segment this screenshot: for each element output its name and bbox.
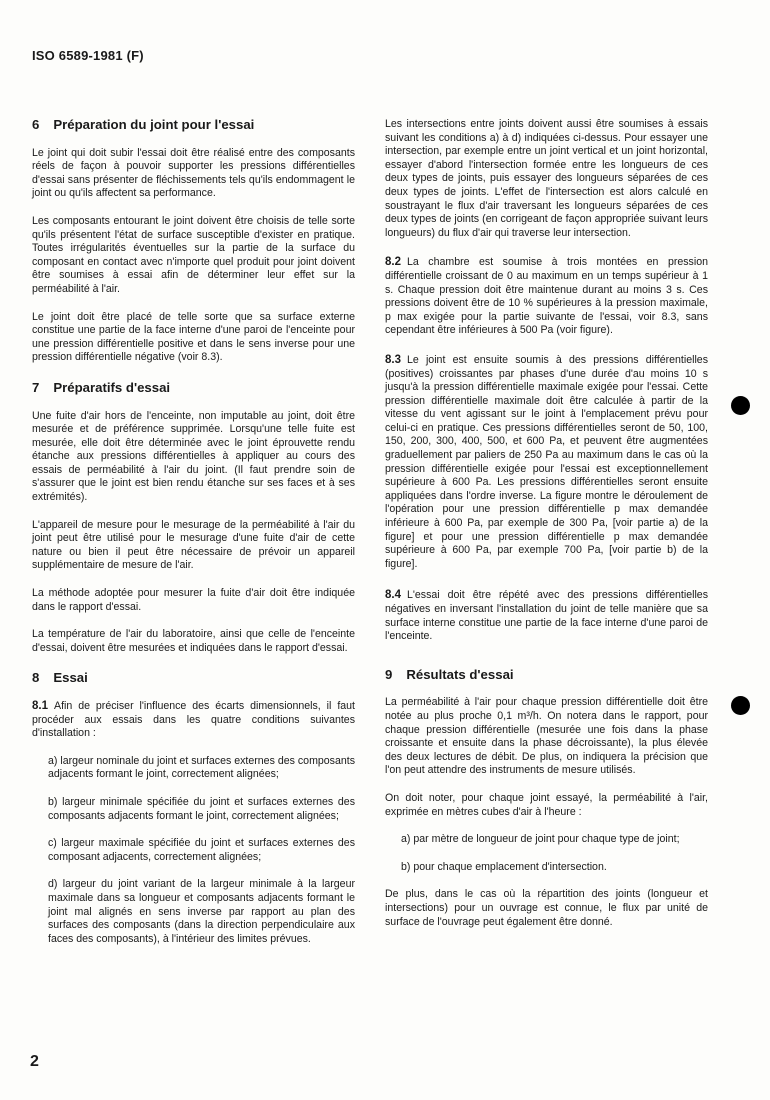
paragraph: Le joint qui doit subir l'essai doit être réalisé entre des composants réels de façon à pouvoir supporter les pressions différentielles d'essai sans présenter de fléchissements tels qu'ils endommagent le joint ou qu'ils affectent sa performance. [32, 146, 355, 200]
paragraph-text: Le joint est ensuite soumis à des pressions différentielles (positives) croissantes par phases d'une durée d'au moins 10 s jusqu'à la pression différentielle maximale exigée pour l'essai. Cette pression différentielle maximale doit être calculée à partir de la vitesse du vent agissant sur le joint à l'emplacement prévu pour celui-ci en pratique. Ces pressions différentielles seront de 50, 100, 150, 200, 300, 400, 500, et 600 Pa, et peuvent être augmentées graduellement par paliers de 250 Pa au maximum dans le cas où la pression différentielle exigée pour l'essai est exceptionnellement supérieure à 600 Pa. Les pressions différentielles seront ensuite appliquées dans l'ordre inverse. La figure montre le déroulement de l'opération pour une pression différentielle p max demandée inférieure à 600 Pa, par exemple de 300 Pa, [voir partie a) de la figure] et pour une pression différentielle p max demandée supérieure à 600 Pa, par exemple 700 Pa, [voir partie b) de la figure]. [385, 353, 708, 570]
section-title: Essai [53, 670, 88, 686]
list-item-b: b) largeur minimale spécifiée du joint et surfaces externes des composants adjacents formant le joint, correctement alignées; [48, 795, 355, 822]
section-number: 8 [32, 670, 40, 686]
section-title: Résultats d'essai [406, 666, 514, 682]
paragraph-8-3 [385, 354, 708, 572]
paragraph: Les composants entourant le joint doivent être choisis de telle sorte qu'ils présentent l'état de surface susceptible d'exister en pratique. Toutes irrégularités éventuelles sur la partie de la surface du composant en contact avec n'importe quel produit pour joint doivent être soumises à essai afin de déterminer leur effet sur la perméabilité à l'air. [32, 214, 355, 295]
paragraph-8-4 [385, 589, 708, 643]
subsection-number: 8.2 [385, 256, 401, 269]
paragraph-8-1 [32, 700, 355, 741]
section-9-heading [385, 668, 708, 682]
section-number: 6 [32, 117, 40, 132]
paragraph-intersections: Les intersections entre joints doivent aussi être soumises à essais suivant les conditions a) à d) indiquées ci-dessus. Pour essayer une intersection, par exemple entre un joint vertical et un joint horizontal, essayer d'abord l'intersection formée entre les longueurs de ces deux types de joints, puis essayer des longueurs séparées de ces deux types de joints. L'effet de l'intersection est alors calculé en soustrayant le flux d'air traversant les longueurs séparées de ces deux types de joints (en corrigeant de façon appropriée suivant leurs longueurs) du flux d'air qui traverse leur intersection. [385, 118, 708, 239]
paragraph: La température de l'air du laboratoire, ainsi que celle de l'enceinte d'essai, doivent être mesurées et indiquées dans le rapport d'essai. [32, 628, 355, 654]
section-6-heading [32, 118, 355, 132]
document-header: ISO 6589-1981 (F) [32, 48, 144, 63]
paragraph: Le joint doit être placé de telle sorte que sa surface externe constitue une partie de la face interne d'une paroi de l'enceinte pour une pression différentielle positive et dans le sens inverse pour une pression différentielle négative (voir 8.3). [32, 310, 355, 364]
left-column [32, 118, 355, 960]
page-number: 2 [30, 1053, 39, 1070]
paragraph: L'appareil de mesure pour le mesurage de la perméabilité à l'air du joint peut être utilisé pour le mesurage d'une fuite d'air de cette nature ou bien il peut être nécessaire de prévoir un appareil supplémentaire de mesure de l'air. [32, 518, 355, 572]
paragraph-8-2 [385, 256, 708, 338]
paragraph: Une fuite d'air hors de l'enceinte, non imputable au joint, doit être mesurée et de préférence supprimée. Lorsqu'une telle fuite est mesurée, elle doit être déterminée avec le joint éprouvette rendu étanche aux pressions différentielles à appliquer au cours des essais de perméabilité à l'air du joint. (Il faut prendre soin de s'assurer que le joint est bien rendu étanche sur ses faces et à ses extrémités). [32, 409, 355, 504]
section-title: Préparatifs d'essai [53, 379, 171, 395]
paragraph-text: Afin de préciser l'influence des écarts dimensionnels, il faut procéder aux essais dans les quatre conditions suivantes d'installation : [32, 700, 355, 740]
subsection-number: 8.3 [385, 353, 401, 366]
binder-hole-top [731, 396, 750, 415]
section-number: 9 [385, 666, 393, 682]
section-title: Préparation du joint pour l'essai [53, 117, 255, 132]
section-7-heading [32, 381, 355, 395]
paragraph-text: La chambre est soumise à trois montées en pression différentielle croissant de 0 au maximum en un temps supérieur à 1 s. Chaque pression doit être maintenue durant au moins 3 s. Ces pressions doivent être de 10 % supérieures à la pression maximale, p max exigée pour la partie suivante de l'essai, voir 8.3, sans cependant être inférieures à 500 Pa (voir figure). [385, 256, 708, 337]
paragraph: De plus, dans le cas où la répartition des joints (longueur et intersections) pour un ouvrage est connue, le flux par unité de surface de l'ouvrage peut également être donné. [385, 888, 708, 928]
list-item-b: b) pour chaque emplacement d'intersection. [401, 860, 607, 873]
paragraph: On doit noter, pour chaque joint essayé, la perméabilité à l'air, exprimée en mètres cubes d'air à l'heure : [385, 791, 708, 818]
paragraph: La méthode adoptée pour mesurer la fuite d'air doit être indiquée dans le rapport d'essai. [32, 587, 355, 613]
subsection-number: 8.4 [385, 589, 401, 602]
binder-hole-bottom [731, 696, 750, 715]
right-column [385, 118, 708, 943]
section-number: 7 [32, 379, 40, 395]
list-item-c: c) largeur maximale spécifiée du joint et surfaces externes des composant adjacents, correctement alignées; [48, 837, 355, 863]
list-item-a: a) largeur nominale du joint et surfaces externes des composants adjacents formant le joint, correctement alignées; [48, 754, 355, 781]
paragraph-text: L'essai doit être répété avec des pressions différentielles négatives en inversant l'installation du joint de telle manière que sa surface interne constitue une partie de la face interne d'une paroi de l'enceinte. [385, 589, 708, 643]
list-item-d: d) largeur du joint variant de la largeur minimale à la largeur maximale dans sa longueur et composants adjacents formant le joint mal alignés en sens inverse par rapport au plan des surfaces des composants (dans la direction perpendiculaire aux faces des composants), à l'intérieur des limites prévues. [48, 878, 355, 945]
paragraph: La perméabilité à l'air pour chaque pression différentielle doit être notée au plus proche 0,1 m³/h. On notera dans le rapport, pour chaque pression différentielle (mesurée une fois dans la phase croissante et ensuite dans la phase décroissante), la plus élevée des deux lectures de débit. De plus, on indiquera la précision que l'on peut attendre des instruments de mesure utilisés. [385, 696, 708, 777]
subsection-number: 8.1 [32, 700, 48, 712]
list-item-a: a) par mètre de longueur de joint pour chaque type de joint; [401, 833, 680, 846]
section-8-heading [32, 671, 355, 685]
